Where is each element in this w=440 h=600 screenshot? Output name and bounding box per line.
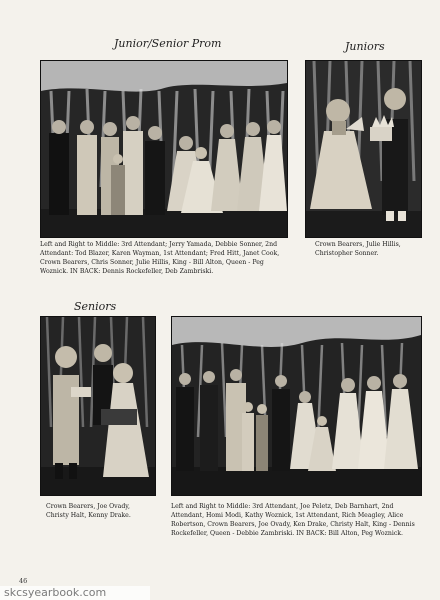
prom-section-title: Junior/Senior Prom xyxy=(114,37,222,50)
senior-court-group-photo xyxy=(171,316,422,496)
juniors-section-title: Juniors xyxy=(345,40,385,53)
site-watermark: skcsyearbook.com xyxy=(0,586,150,600)
prom-caption: Left and Right to Middle: 3rd Attendant; Jerry Yamada, Debbie Sonner, 2nd Attendant: Tod Blazer, Karen Wayman, 1st Attendant; Fred Hitt, Janet Cook, Crown Bearers, Chris Sonner, Julie Hillis, King - Bill Alton, Queen - Peg Woznick. IN BACK: Dennis Rockefeller, Deb Zambriski. xyxy=(40,241,280,275)
page-number: 46 xyxy=(19,577,28,585)
seniors-crown-bearers-photo xyxy=(40,316,156,496)
seniors-caption: Crown Bearers, Joe Ovady, Christy Halt, Kenny Drake. xyxy=(46,503,131,519)
prom-group-photo xyxy=(40,60,288,238)
court-caption: Left and Right to Middle: 3rd Attendant, Joe Peletz, Deb Barnhart, 2nd Attendant, Homi Modi, Kathy Woznick, 1st Attendant, Rich Meagley, Alice Robertson, Crown Bearers, Joe Ovady, Ken Drake, Christy Halt, King - Dennis Rockefeller, Queen - Debbie Zambriski. IN BACK: Bill Alton, Peg Woznick. xyxy=(171,503,415,537)
juniors-caption: Crown Bearers, Julie Hillis, Christopher Sonner. xyxy=(315,241,401,257)
seniors-section-title: Seniors xyxy=(74,300,117,313)
juniors-crown-bearers-photo xyxy=(305,60,422,238)
